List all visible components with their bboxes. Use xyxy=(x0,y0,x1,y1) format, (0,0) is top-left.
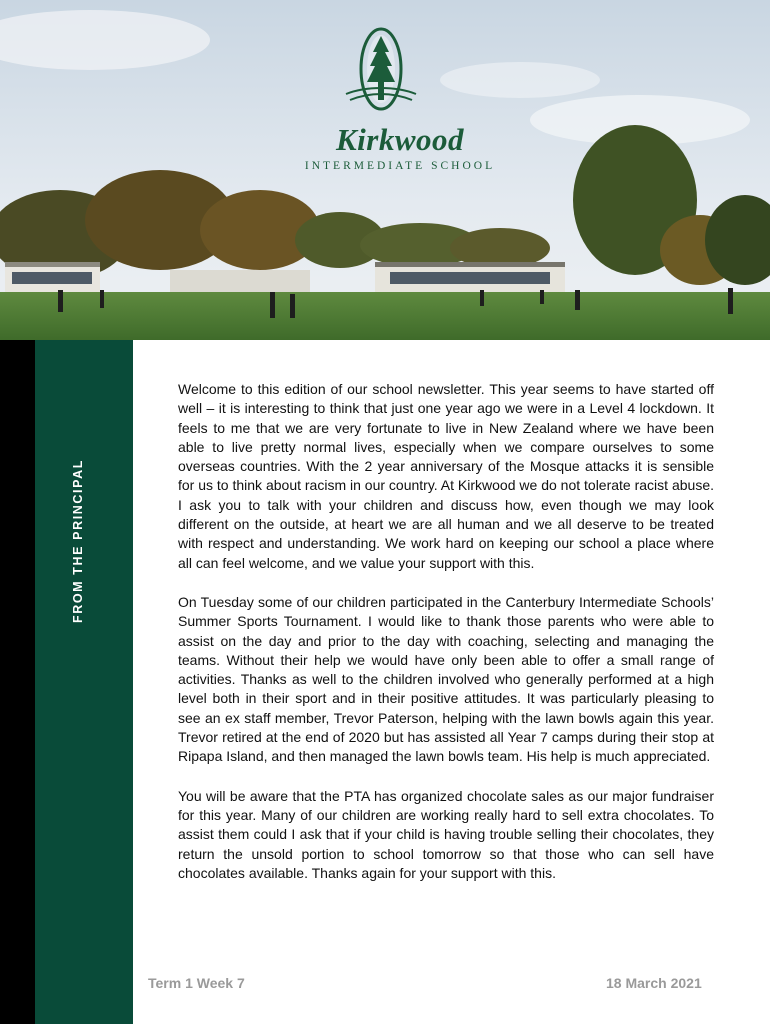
paragraph-3: You will be aware that the PTA has organized chocolate sales as our major fundraiser for this year. Many of our children are working really hard to sell extra chocolates. To assist them could I ask that if your child is having trouble selling their chocolates, they return the unsold portion to school tomorrow so that those who can sell have chocolates available. Thanks again for your support with this. xyxy=(178,787,714,881)
left-green-bar xyxy=(35,340,133,1024)
section-label-text: FROM THE PRINCIPAL xyxy=(71,459,85,623)
tree-logo-icon xyxy=(300,22,490,127)
left-black-bar xyxy=(0,340,35,1024)
term-label: Term 1 Week 7 xyxy=(148,975,245,991)
paragraph-2: On Tuesday some of our children participated in the Canterbury Intermediate Schools’ Summer Sports Tournament. I would like to thank those parents who were able to assist on the day and prior to the day with coaching, selecting and managing the teams. Without their help we would have only been able to offer a small range of activities. Thanks as well to the children involved who generally performed at a high level both in their sport and in their positive attitudes. It was particularly pleasing to see an ex staff member, Trevor Paterson, helping with the lawn bowls again this year. Trevor retired at the end of 2020 but has assisted all Year 7 camps during their stop at Ripapa Island, and then managed the lawn bowls team. His help is much appreciated. xyxy=(178,593,714,765)
school-name: Kirkwood xyxy=(335,122,465,157)
header-photo xyxy=(0,0,770,340)
paragraph-1: Welcome to this edition of our school newsletter. This year seems to have started off well – it is interesting to think that just one year ago we were in a Level 4 lockdown. It feels to me that we are very fortunate to live in New Zealand where we have been able to live pretty normal lives, especially when we compare ourselves to some overseas countries. With the 2 year anniversary of the Mosque attacks it is sensible for us to think about racism in our country. At Kirkwood we do not tolerate racist abuse. I ask you to talk with your children and discuss how, even though we may look different on the outside, at heart we are all human and we all deserve to be treated with respect and understanding. We work hard on keeping our school a place where all can feel welcome, and we value your support with this. xyxy=(178,381,714,571)
school-subtitle: INTERMEDIATE SCHOOL xyxy=(304,160,496,172)
date-label: 18 March 2021 xyxy=(606,975,702,991)
article-body xyxy=(178,380,714,903)
